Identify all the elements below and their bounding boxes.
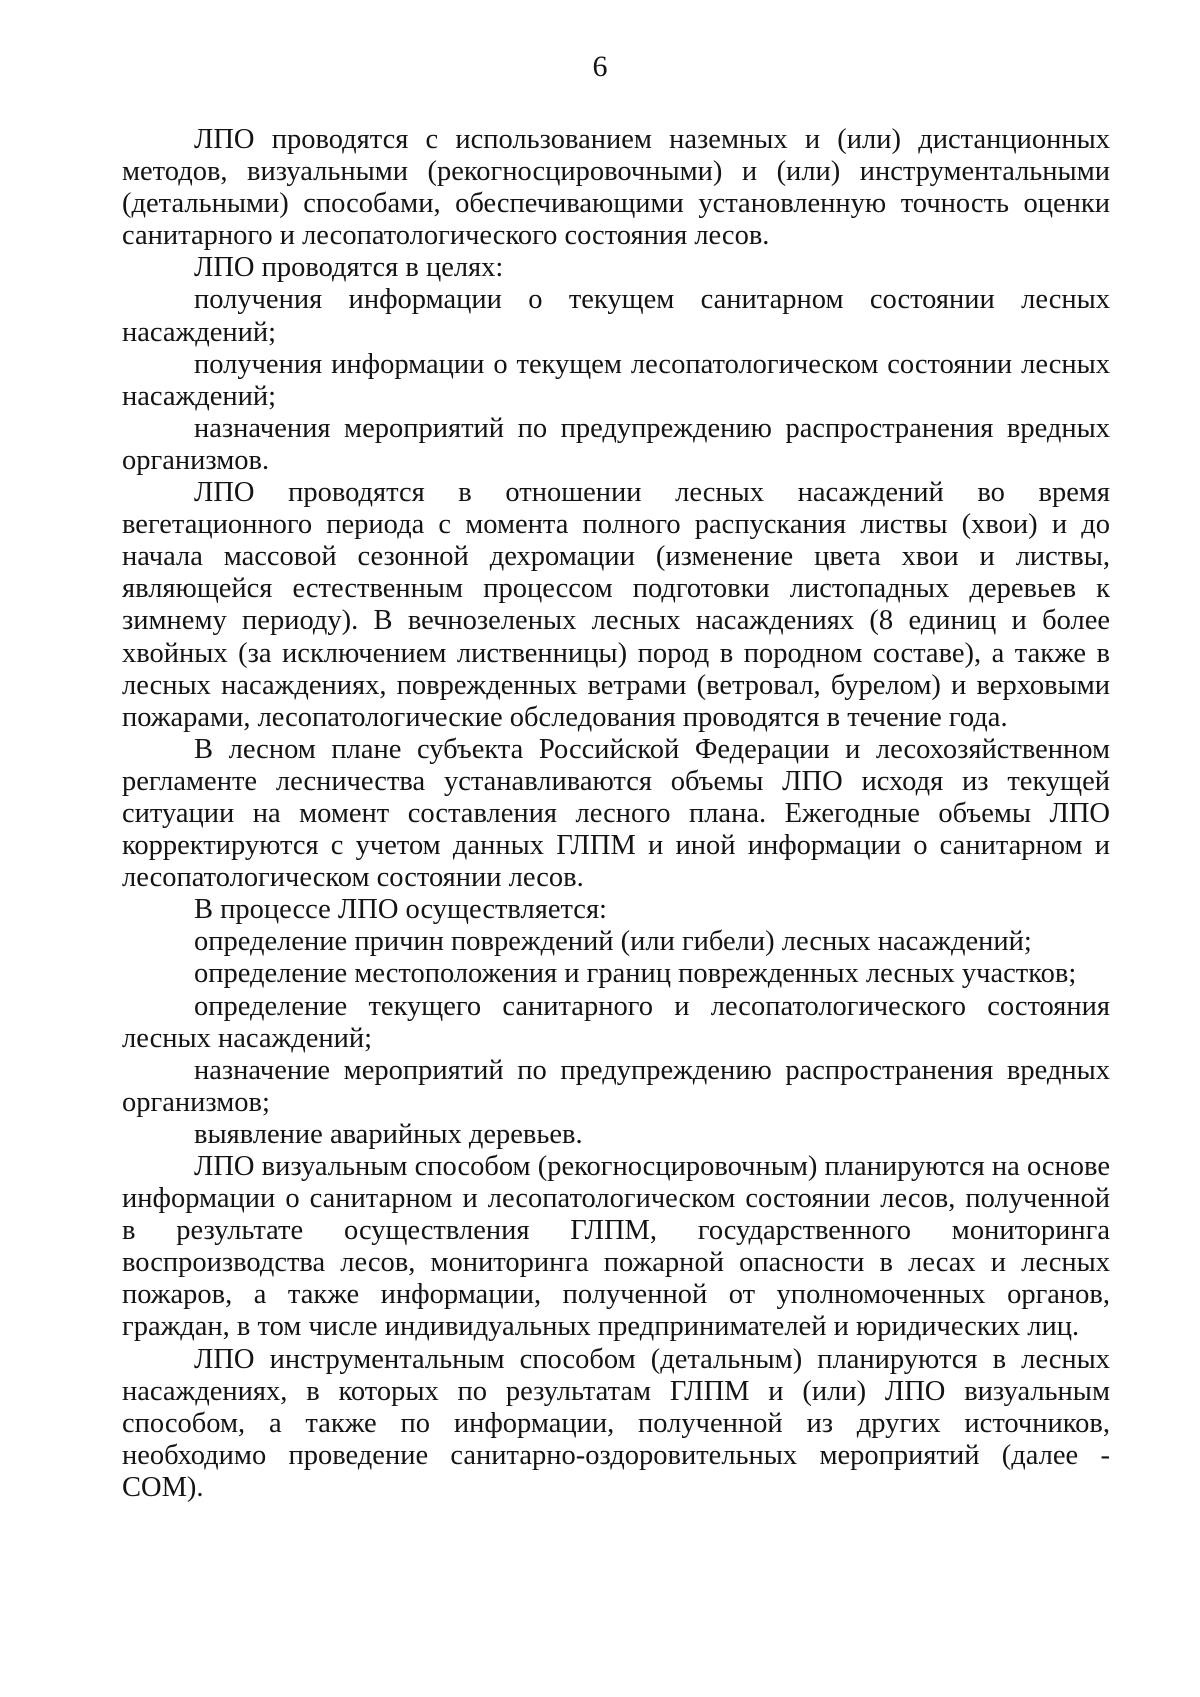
- list-item: определение причин повреждений (или гибели) лесных насаждений;: [194, 926, 1032, 958]
- list-item: выявление аварийных деревьев.: [194, 1118, 583, 1150]
- list-item: определение местоположения и границ поврежденных лесных участков;: [194, 958, 1077, 990]
- page-number: 6: [592, 50, 608, 83]
- paragraph: В процессе ЛПО осуществляется:: [194, 894, 607, 926]
- paragraph: ЛПО проводятся в целях:: [194, 252, 504, 284]
- paragraph: ЛПО визуальным способом (рекогносцировочным) планируются на основе информации о санитарном и лесопатологическом состоянии лесов, полученной в результате осуществления ГЛПМ, государственного мониторинга воспроизводства лесов, мониторинга пожарной опасности в лесах и лесных пожаров, а также информации, полученной от уполномоченных органов, граждан, в том числе индивидуальных предпринимателей и юридических лиц.: [122, 1151, 1110, 1343]
- list-item: назначение мероприятий по предупреждению распространения вредных организмов;: [122, 1054, 1110, 1118]
- paragraph: ЛПО проводятся с использованием наземных и (или) дистанционных методов, визуальными (рекогносцировочными) и (или) инструментальными (детальными) способами, обеспечивающими установленную точность оценки санитарного и лесопатологического состояния лесов.: [122, 124, 1110, 252]
- list-item: получения информации о текущем лесопатологическом состоянии лесных насаждений;: [122, 348, 1110, 412]
- list-item: определение текущего санитарного и лесопатологического состояния лесных насаждений;: [122, 990, 1110, 1054]
- paragraph: ЛПО проводятся в отношении лесных насаждений во время вегетационного периода с момента полного распускания листвы (хвои) и до начала массовой сезонной дехромации (изменение цвета хвои и листвы, являющейся естественным процессом подготовки листопадных деревьев к зимнему периоду). В вечнозеленых лесных насаждениях (8 единиц и более хвойных (за исключением лиственницы) пород в породном составе), а также в лесных насаждениях, поврежденных ветрами (ветровал, бурелом) и верховыми пожарами, лесопатологические обследования проводятся в течение года.: [122, 477, 1110, 733]
- paragraph: В лесном плане субъекта Российской Федерации и лесохозяйственном регламенте лесничества устанавливаются объемы ЛПО исходя из текущей ситуации на момент составления лесного плана. Ежегодные объемы ЛПО корректируются с учетом данных ГЛПМ и иной информации о санитарном и лесопатологическом состоянии лесов.: [122, 733, 1110, 894]
- document-body: [122, 124, 1110, 1504]
- list-item: назначения мероприятий по предупреждению распространения вредных организмов.: [122, 412, 1110, 476]
- paragraph: ЛПО инструментальным способом (детальным) планируются в лесных насаждениях, в которых по результатам ГЛПМ и (или) ЛПО визуальным способом, а также по информации, полученной из других источников, необходимо проведение санитарно-оздоровительных мероприятий (далее - СОМ).: [122, 1343, 1110, 1503]
- list-item: получения информации о текущем санитарном состоянии лесных насаждений;: [122, 284, 1110, 348]
